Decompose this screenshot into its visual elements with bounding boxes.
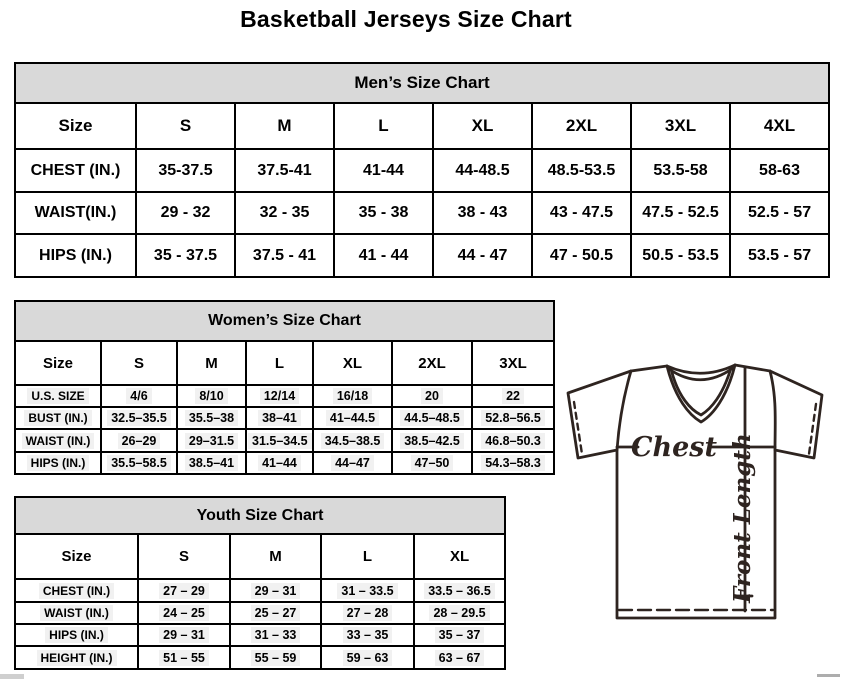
data-cell-text: 44–47 [331, 455, 374, 471]
row-label-cell [15, 429, 101, 452]
scrollbar-fragment-right[interactable] [817, 674, 840, 677]
data-cell-text: 31.5–34.5 [248, 433, 312, 449]
data-cell-text: 41–44 [258, 455, 301, 471]
data-cell [472, 429, 554, 452]
data-cell [101, 407, 177, 429]
data-cell [414, 646, 505, 669]
data-cell [177, 385, 246, 407]
data-cell-text: 12/14 [260, 388, 299, 404]
data-cell [321, 579, 414, 602]
data-cell [414, 602, 505, 624]
data-cell-text: 28 – 29.5 [429, 605, 489, 621]
row-label-cell: Size [15, 534, 138, 579]
jersey-outline [568, 365, 822, 618]
row-label-cell [15, 579, 138, 602]
data-cell [138, 646, 230, 669]
data-cell-text: 35.5–58.5 [107, 455, 171, 471]
data-cell-text: 33.5 – 36.5 [424, 583, 495, 599]
data-cell: 48.5-53.5 [532, 149, 631, 192]
data-cell-text: 38–41 [258, 410, 301, 426]
data-cell-text: 16/18 [333, 388, 372, 404]
row-label-text: HEIGHT (IN.) [37, 650, 117, 666]
data-cell-text: 27 – 29 [159, 583, 209, 599]
data-cell [313, 385, 392, 407]
column-header-cell: XL [313, 341, 392, 385]
column-header-cell: L [321, 534, 414, 579]
data-cell-text: 29 – 31 [159, 627, 209, 643]
data-cell [101, 385, 177, 407]
column-header-cell: M [230, 534, 321, 579]
data-cell-text: 31 – 33 [251, 627, 301, 643]
data-cell-text: 27 – 28 [343, 605, 393, 621]
row-label-cell: Size [15, 341, 101, 385]
youth-size-chart-table [14, 496, 506, 670]
data-cell [392, 452, 472, 474]
data-cell: 47 - 50.5 [532, 234, 631, 277]
row-label-cell: Size [15, 103, 136, 149]
data-cell-text: 35.5–38 [185, 410, 238, 426]
data-cell [414, 624, 505, 646]
data-cell [313, 407, 392, 429]
data-cell-text: 46.8–50.3 [481, 433, 545, 449]
column-header-cell: XL [433, 103, 532, 149]
data-cell-text: 55 – 59 [251, 650, 301, 666]
data-cell [138, 624, 230, 646]
data-cell [392, 385, 472, 407]
data-cell [313, 429, 392, 452]
data-cell [392, 407, 472, 429]
data-cell [321, 602, 414, 624]
data-cell [472, 452, 554, 474]
data-cell [246, 385, 313, 407]
data-cell [246, 429, 313, 452]
column-header-cell: 2XL [392, 341, 472, 385]
data-cell-text: 22 [502, 388, 524, 404]
womens-size-chart-table [14, 300, 555, 475]
data-cell-text: 51 – 55 [159, 650, 209, 666]
data-cell: 35 - 37.5 [136, 234, 235, 277]
data-cell-text: 59 – 63 [343, 650, 393, 666]
column-header-cell: 3XL [472, 341, 554, 385]
row-label-text: HIPS (IN.) [45, 627, 108, 643]
data-cell: 53.5-58 [631, 149, 730, 192]
scrollbar-fragment-left[interactable] [0, 674, 24, 679]
data-cell [230, 646, 321, 669]
data-cell-text: 25 – 27 [251, 605, 301, 621]
data-cell: 44-48.5 [433, 149, 532, 192]
data-cell [101, 452, 177, 474]
data-cell [246, 407, 313, 429]
data-cell-text: 63 – 67 [435, 650, 485, 666]
data-cell [321, 646, 414, 669]
data-cell-text: 29 – 31 [251, 583, 301, 599]
data-cell: 29 - 32 [136, 192, 235, 234]
data-cell: 32 - 35 [235, 192, 334, 234]
data-cell-text: 54.3–58.3 [481, 455, 545, 471]
data-cell: 52.5 - 57 [730, 192, 829, 234]
data-cell [392, 429, 472, 452]
row-label-cell: WAIST(IN.) [15, 192, 136, 234]
row-label-cell [15, 624, 138, 646]
row-label-cell [15, 646, 138, 669]
table-title: Women’s Size Chart [15, 301, 554, 341]
data-cell: 53.5 - 57 [730, 234, 829, 277]
data-cell: 43 - 47.5 [532, 192, 631, 234]
data-cell [472, 407, 554, 429]
front-length-label: Front Length [729, 433, 756, 603]
row-label-text: WAIST (IN.) [40, 605, 113, 621]
row-label-cell [15, 407, 101, 429]
data-cell: 41 - 44 [334, 234, 433, 277]
data-cell [313, 452, 392, 474]
data-cell-text: 44.5–48.5 [400, 410, 464, 426]
column-header-cell: S [101, 341, 177, 385]
data-cell: 58-63 [730, 149, 829, 192]
data-cell [177, 429, 246, 452]
data-cell-text: 35 – 37 [435, 627, 485, 643]
data-cell [177, 407, 246, 429]
data-cell-text: 32.5–35.5 [107, 410, 171, 426]
data-cell-text: 26–29 [118, 433, 161, 449]
data-cell [138, 602, 230, 624]
data-cell [321, 624, 414, 646]
data-cell-text: 41–44.5 [326, 410, 379, 426]
row-label-cell [15, 385, 101, 407]
column-header-cell: L [246, 341, 313, 385]
data-cell: 41-44 [334, 149, 433, 192]
table-title: Youth Size Chart [15, 497, 505, 534]
column-header-cell: L [334, 103, 433, 149]
data-cell-text: 52.8–56.5 [481, 410, 545, 426]
data-cell-text: 24 – 25 [159, 605, 209, 621]
column-header-cell: XL [414, 534, 505, 579]
data-cell-text: 29–31.5 [185, 433, 238, 449]
column-header-cell: 4XL [730, 103, 829, 149]
data-cell [230, 602, 321, 624]
data-cell-text: 31 – 33.5 [337, 583, 397, 599]
row-label-text: BUST (IN.) [24, 410, 91, 426]
data-cell-text: 34.5–38.5 [321, 433, 385, 449]
data-cell: 37.5 - 41 [235, 234, 334, 277]
page-title: Basketball Jerseys Size Chart [240, 6, 572, 32]
data-cell: 44 - 47 [433, 234, 532, 277]
data-cell-text: 8/10 [195, 388, 227, 404]
row-label-cell [15, 602, 138, 624]
data-cell [101, 429, 177, 452]
row-label-cell [15, 452, 101, 474]
data-cell: 35-37.5 [136, 149, 235, 192]
column-header-cell: M [177, 341, 246, 385]
data-cell-text: 20 [421, 388, 443, 404]
data-cell-text: 4/6 [126, 388, 151, 404]
data-cell [230, 624, 321, 646]
row-label-text: CHEST (IN.) [39, 583, 114, 599]
jersey-diagram [553, 353, 843, 625]
data-cell: 47.5 - 52.5 [631, 192, 730, 234]
data-cell: 50.5 - 53.5 [631, 234, 730, 277]
data-cell [246, 452, 313, 474]
column-header-cell: S [138, 534, 230, 579]
data-cell [414, 579, 505, 602]
column-header-cell: M [235, 103, 334, 149]
chest-label: Chest [631, 432, 717, 463]
data-cell: 37.5-41 [235, 149, 334, 192]
column-header-cell: 2XL [532, 103, 631, 149]
column-header-cell: 3XL [631, 103, 730, 149]
data-cell [230, 579, 321, 602]
data-cell-text: 38.5–42.5 [400, 433, 464, 449]
data-cell-text: 47–50 [411, 455, 454, 471]
column-header-cell: S [136, 103, 235, 149]
table-title: Men’s Size Chart [15, 63, 829, 103]
row-label-cell: CHEST (IN.) [15, 149, 136, 192]
data-cell: 35 - 38 [334, 192, 433, 234]
data-cell [138, 579, 230, 602]
row-label-text: WAIST (IN.) [22, 433, 95, 449]
data-cell [177, 452, 246, 474]
row-label-text: U.S. SIZE [27, 388, 88, 404]
data-cell-text: 33 – 35 [343, 627, 393, 643]
row-label-cell: HIPS (IN.) [15, 234, 136, 277]
mens-size-chart-table [14, 62, 830, 278]
data-cell: 38 - 43 [433, 192, 532, 234]
data-cell [472, 385, 554, 407]
data-cell-text: 38.5–41 [185, 455, 238, 471]
row-label-text: HIPS (IN.) [27, 455, 90, 471]
